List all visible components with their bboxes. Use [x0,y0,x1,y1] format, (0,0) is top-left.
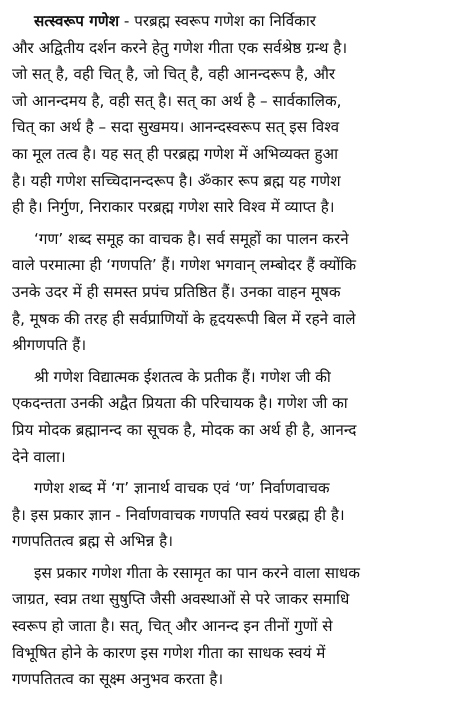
text-line: और अद्वितीय दर्शन करने हेतु गणेश गीता एक सर्वश्रेष्ठ ग्रन्थ है। [12,38,348,57]
text-line: विभूषित होने के कारण इस गणेश गीता का साधक स्वयं में [12,643,326,662]
text-line: ‘गण’ शब्द समूह का वाचक है। सर्व समूहों का पालन करने [34,229,349,248]
text-line: उनके उदर में ही समस्त प्रपंच प्रतिष्ठित हैं। उनका वाहन मूषक [12,282,341,301]
text-line: है, मूषक की तरह ही सर्वप्राणियों के हृदयरूपी बिल में रहने वाले [12,309,356,328]
paragraph-ganesh-gita [12,560,450,693]
text-line: वाले परमात्मा ही ‘गणपति’ हैं। गणेश भगवान् लम्बोदर हैं क्योंकि [12,256,357,275]
text-line: जो सत् है, वही चित् है, जो चित् है, वही आनन्दरूप है, और [12,65,336,84]
text-line: है। इस प्रकार ज्ञान - निर्वाणवाचक गणपति स्वयं परब्रह्म ही है। [12,505,345,524]
text-line [12,8,450,35]
paragraph-shri-ganesh [12,364,450,470]
text-line: ही है। निर्गुण, निराकार परब्रह्म गणेश सारे विश्व में व्याप्त है। [12,198,335,217]
text-line: श्री गणेश विद्यात्मक ईशतत्व के प्रतीक हैं। गणेश जी की [34,367,331,386]
text-line: स्वरूप हो जाता है। सत्, चित् और आनन्द इन तीनों गुणों से [12,617,333,636]
section-heading: सत्स्वरूप गणेश [34,12,120,30]
text-line: का मूल तत्व है। यह सत् ही परब्रह्म गणेश में अभिव्यक्त हुआ [12,144,339,163]
text-line: गणपतितत्व का सूक्ष्म अनुभव करता है। [12,670,224,689]
text-line: चित् का अर्थ है – सदा सुखमय। आनन्दस्वरूप सत् इस विश्व [12,118,340,137]
text-line: गणपतितत्व ब्रह्म से अभिन्न है। [12,532,173,551]
text-line-content: - परब्रह्म स्वरूप गणेश का निर्विकार [119,12,316,30]
text-line: जाग्रत, स्वप्न तथा सुषुप्ति जैसी अवस्थाओं से परे जाकर समाधि [12,590,350,609]
text-line: एकदन्तता उनकी अद्वैत प्रियता की परिचायक है। गणेश जी का [12,394,348,413]
text-line: श्रीगणपति हैं। [12,336,87,355]
text-line: है। यही गणेश सच्चिदानन्दरूप है। ॐकार रूप ब्रह्म यह गणेश [12,171,341,190]
paragraph-ganesh-shabd [12,475,450,555]
text-line: गणेश शब्द में ‘ग’ ज्ञानार्थ वाचक एवं ‘ण’ निर्वाणवाचक [34,479,330,498]
text-line: जो आनन्दमय है, वही सत् है। सत् का अर्थ है – सार्वकालिक, [12,91,342,110]
text-line: देने वाला। [12,447,66,466]
text-line: इस प्रकार गणेश गीता के रसामृत का पान करने वाला साधक [34,563,360,582]
text-line: प्रिय मोदक ब्रह्मानन्द का सूचक है, मोदक का अर्थ ही है, आनन्द [12,420,357,439]
paragraph-gan [12,226,450,359]
paragraph-satswaroop [12,8,450,221]
